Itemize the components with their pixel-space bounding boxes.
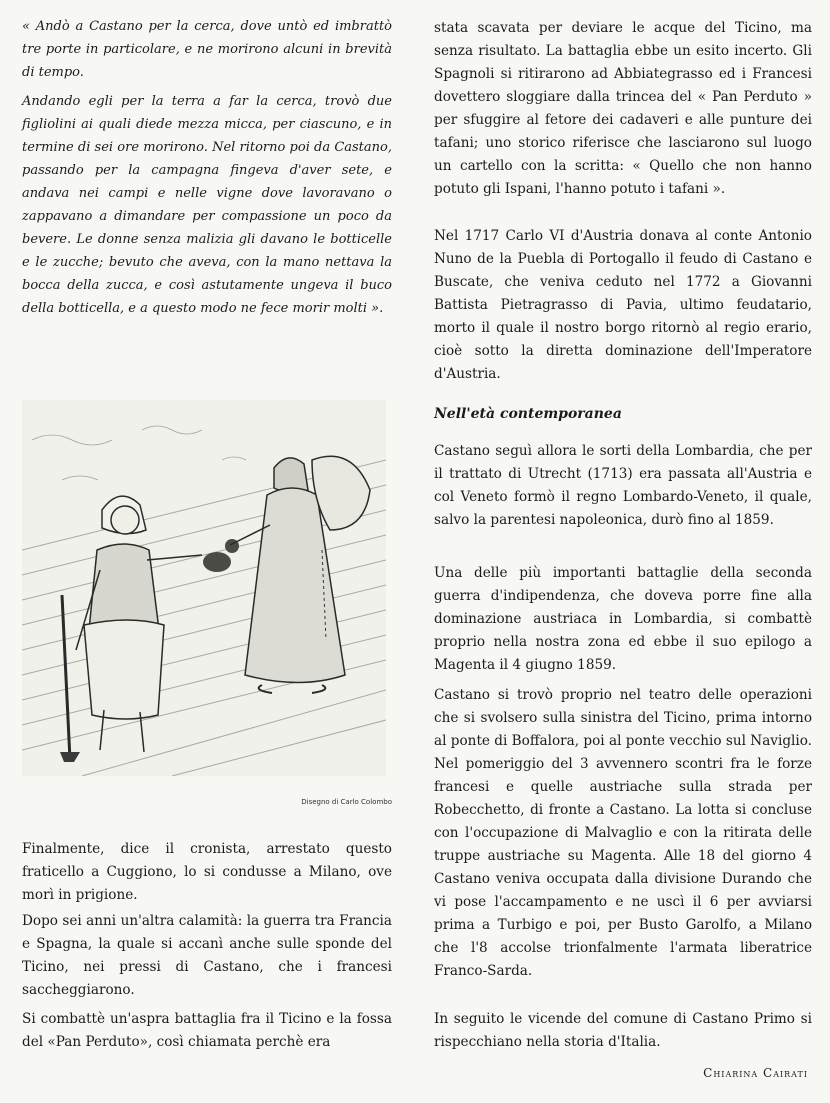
right-paragraph-4: Una delle più importanti battaglie della seconda guerra d'indipendenza, che doveva porre fine alla dominazione austriaca in Lombardia, si combattè proprio nella nostra zona ed ebbe il suo epilogo a Magenta il 4 giugno 1859.: [434, 565, 812, 673]
right-paragraph-1: stata scavata per deviare le acque del Ticino, ma senza risultato. La battaglia ebbe un esito incerto. Gli Spagnoli si ritirarono ad Abbiategrasso ed i Francesi dovettero sloggiare dalla trincea del « Pan Perduto » per sfuggire al fetore dei cadaveri e alle punture dei tafani; uno storico riferisce che lasciarono sul luogo un cartello con la scritta: « Quello che non hanno potuto gli Ispani, l'hanno potuto i tafani ».: [434, 20, 812, 197]
left-paragraph-2: Dopo sei anni un'altra calamità: la guerra tra Francia e Spagna, la quale si accanì anche sulle sponde del Ticino, nei pressi di Castano, che i francesi saccheggiarono.: [22, 913, 392, 998]
right-paragraph-3: Castano seguì allora le sorti della Lombardia, che per il trattato di Utrecht (1713) era passata all'Austria e col Veneto formò il regno Lombardo-Veneto, il quale, salvo la parentesi napoleonica, durò fino al 1859.: [434, 443, 812, 528]
left-paragraph-1: Finalmente, dice il cronista, arrestato questo fraticello a Cuggiono, lo si condusse a Milano, ove morì in prigione.: [22, 841, 392, 903]
illustration-caption: Disegno di Carlo Colombo: [301, 798, 392, 806]
quote-paragraph-2: Andando egli per la terra a far la cerca, trovò due figliolini ai quali diede mezza micca, per ciascuno, e in termine di sei ore morirono. Nel ritorno poi da Castano, passando per la campagna fingeva d'aver sete, e andava nei campi e nelle vigne dove lavoravano o zappavano a dimandare per compassione un poco da bevere. Le donne senza malizia gli davano le botticelle e le zucche; bevuto che aveva, con la mano nettava la bocca della zucca, e così astutamente ungeva il buco della botticella, e a questo modo ne fece morir molti ».: [22, 94, 392, 316]
section-heading: Nell'età contemporanea: [434, 406, 622, 422]
illustration-drawing: [22, 400, 386, 776]
right-paragraph-2: Nel 1717 Carlo VI d'Austria donava al conte Antonio Nuno de la Puebla di Portogallo il feudo di Castano e Buscate, che veniva ceduto nel 1772 a Giovanni Battista Pietragrasso di Pavia, ultimo feudatario, morto il quale il nostro borgo ritornò al regio erario, cioè sotto la diretta dominazione dell'Imperatore d'Austria.: [434, 228, 812, 382]
author-signature: Chiarina Cairati: [703, 1066, 808, 1080]
right-paragraph-6: In seguito le vicende del comune di Castano Primo si rispecchiano nella storia d'Italia.: [434, 1011, 812, 1050]
illustration: [22, 400, 386, 776]
quote-paragraph-1: « Andò a Castano per la cerca, dove untò ed imbrattò tre porte in particolare, e ne morirono alcuni in brevità di tempo.: [22, 19, 392, 80]
right-paragraph-5: Castano si trovò proprio nel teatro delle operazioni che si svolsero sulla sinistra del Ticino, prima intorno al ponte di Boffalora, poi al ponte vecchio sul Naviglio. Nel pomeriggio del 3 avvennero scontri fra le forze francesi e quelle austriache sulla strada per Robecchetto, di fronte a Castano. La lotta si concluse con l'occupazione di Malvaglio e con la ritirata delle truppe austriache su Magenta. Alle 18 del giorno 4 Castano veniva occupata dalla divisione Durando che vi pose l'accampamento e ne uscì il 6 per avviarsi prima a Turbigo e poi, per Busto Garolfo, a Milano che l'8 accolse trionfalmente l'armata liberatrice Franco-Sarda.: [434, 687, 812, 979]
left-paragraph-3: Si combattè un'aspra battaglia fra il Ticino e la fossa del «Pan Perduto», così chiamata perchè era: [22, 1011, 392, 1050]
